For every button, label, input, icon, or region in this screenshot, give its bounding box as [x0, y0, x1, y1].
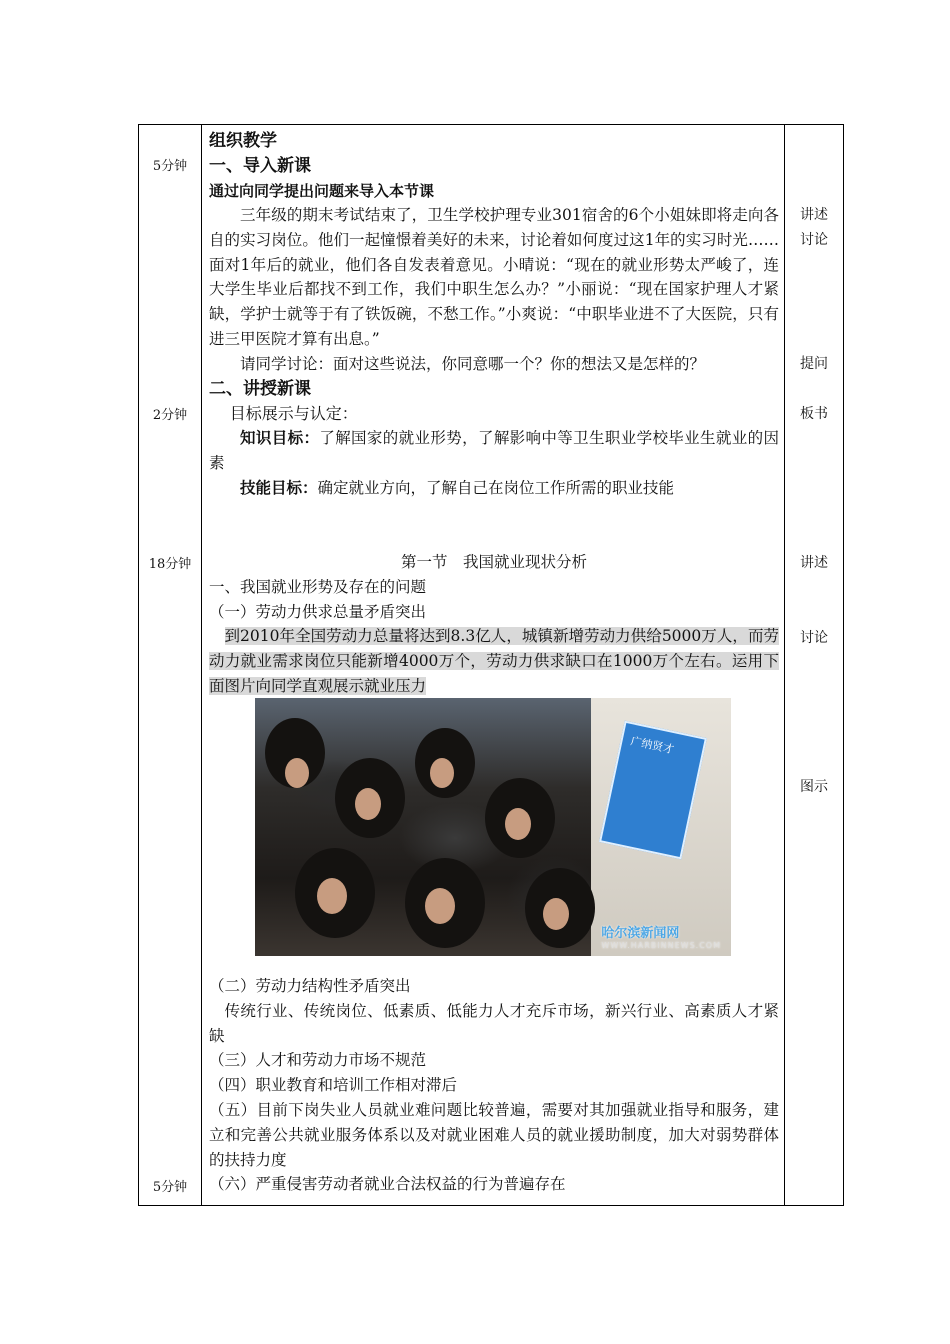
skill-label: 技能目标： [240, 477, 318, 497]
lesson-table [138, 124, 844, 1206]
method-label: 讨论 [800, 630, 828, 646]
method-label: 板书 [800, 406, 828, 422]
item-text: 到2010年全国劳动力总量将达到8.3亿人，城镇新增劳动力供给5000万人，而劳动力就业需求岗位只能新增4000万个，劳动力供求缺口在1000万个左右。运用下面图片向同学直观展示就业压力 [209, 627, 779, 695]
item-heading: （六）严重侵害劳动者就业合法权益的行为普遍存在 [209, 1175, 566, 1194]
method-label: 讨论 [800, 232, 828, 248]
item-heading: （二）劳动力结构性矛盾突出 [209, 977, 411, 995]
item-heading: （一）劳动力供求总量矛盾突出 [209, 602, 427, 621]
heading-lecture: 二、讲授新课 [209, 378, 311, 399]
subsection-title: 一、我国就业形势及存在的问题 [209, 577, 427, 596]
heading-organize: 组织教学 [209, 131, 277, 151]
section-title: 第一节 我国就业现状分析 [400, 553, 587, 571]
time-label: 18分钟 [148, 557, 192, 572]
time-label: 2分钟 [152, 408, 188, 423]
method-label: 讲述 [800, 555, 828, 571]
news-watermark: 哈尔滨新闻网 WWW.HARBINNEWS.COM [601, 926, 721, 950]
intro-story: 三年级的期末考试结束了，卫生学校护理专业301宿舍的6个小姐妹即将走向各自的实习岗位。他们一起憧憬着美好的未来，讨论着如何度过这1年的实习时光……面对1年后的就业，他们各自发表着意见。小晴说：“现在的就业形势太严峻了，连大学生毕业后都找不到工作，我们中职生怎么办？”小丽说：“现在国家护理人才紧缺，学护士就等于有了铁饭碗，不愁工作。”小爽说：“中职毕业进不了大医院，只有进三甲医院才算有出息。” [209, 206, 779, 348]
time-label: 5分钟 [152, 159, 188, 174]
method-label: 提问 [800, 356, 828, 372]
skill-goal [209, 476, 779, 501]
item-heading: （三）人才和劳动力市场不规范 [209, 1051, 427, 1070]
intro-question: 请同学讨论：面对这些说法，你同意哪一个？你的想法又是怎样的？ [240, 354, 706, 373]
recruitment-poster: 广纳贤才 [599, 721, 707, 860]
item-text: （五）目前下岗失业人员就业难问题比较普遍，需要对其加强就业指导和服务，建立和完善公共就业服务体系以及对就业困难人员的就业援助制度，加大对弱势群体的扶持力度 [209, 1100, 779, 1169]
skill-text: 确定就业方向，了解自己在岗位工作所需的职业技能 [317, 478, 675, 497]
method-label: 图示 [800, 779, 828, 795]
content-issues [209, 974, 779, 1197]
intro-subtitle: 通过向同学提出问题来导入本节课 [209, 182, 435, 200]
knowledge-text: 了解国家的就业形势，了解影响中等卫生职业学校毕业生就业的因素 [209, 429, 779, 473]
method-label: 讲述 [800, 207, 828, 223]
content-intro [209, 129, 779, 501]
time-label: 5分钟 [152, 1180, 188, 1195]
job-fair-photo [255, 698, 731, 956]
item-heading: （四）职业教育和培训工作相对滞后 [209, 1076, 458, 1095]
item-text: 传统行业、传统岗位、低素质、低能力人才充斥市场，新兴行业、高素质人才紧缺 [209, 1001, 779, 1045]
column-divider [201, 125, 202, 1205]
goals-title: 目标展示与认定： [229, 403, 358, 423]
content-section [209, 550, 779, 699]
column-divider [784, 125, 785, 1205]
knowledge-label: 知识目标： [240, 428, 320, 448]
knowledge-goal [209, 426, 779, 476]
heading-intro: 一、导入新课 [209, 156, 311, 176]
